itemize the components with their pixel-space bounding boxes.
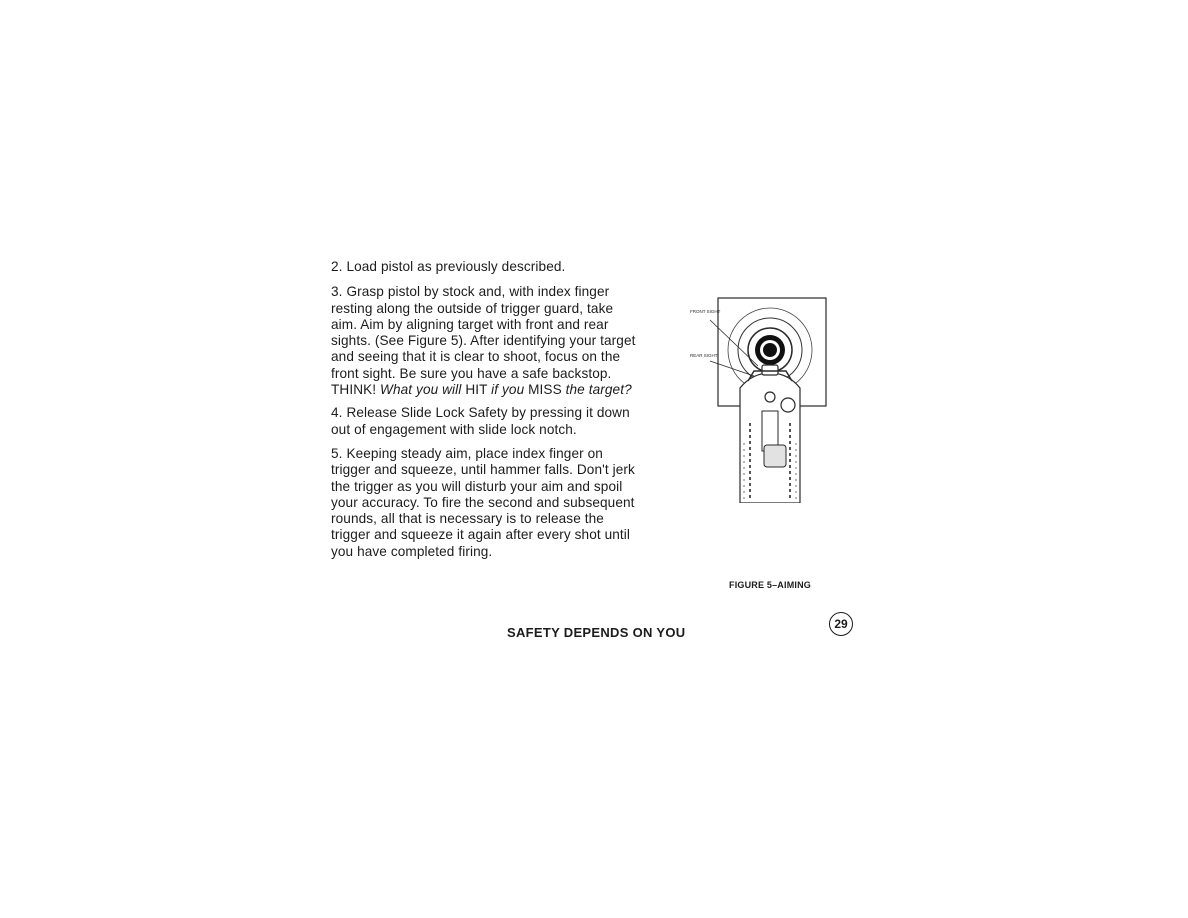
aiming-figure	[688, 293, 833, 503]
hammer	[764, 445, 786, 467]
step-4	[331, 405, 641, 438]
step-5	[331, 446, 641, 560]
step-4-number: 4.	[331, 405, 343, 421]
step-5-number: 5.	[331, 445, 343, 461]
aiming-illustration	[688, 293, 833, 503]
step-3-italic-1: What you will	[380, 382, 462, 398]
page-footer: SAFETY DEPENDS ON YOU	[507, 625, 686, 640]
step-2-text: Load pistol as previously described.	[346, 259, 566, 274]
step-3-italic-3: the target?	[565, 382, 632, 398]
step-3-number: 3.	[331, 284, 343, 300]
instructions-column	[331, 259, 641, 568]
front-sight-post	[762, 365, 778, 375]
target-bullseye-center	[763, 343, 777, 357]
step-2	[331, 259, 641, 275]
step-5-text: Keeping steady aim, place index finger on trigger and squeeze, until hammer falls. Don't jerk the trigger as you will disturb your aim and spoil your accuracy. To fire the second and subsequent rounds, all that is necessary is to release the trigger and squeeze it again after every shot until you have completed firing.	[331, 445, 635, 559]
step-3-text-3: MISS	[524, 382, 566, 398]
step-3-text-2: HIT	[461, 382, 492, 398]
step-3	[331, 284, 641, 398]
front-sight-label: FRONT SIGHT	[690, 309, 721, 314]
figure-caption: FIGURE 5–AIMING	[729, 580, 812, 590]
step-4-text: Release Slide Lock Safety by pressing it down out of engagement with slide lock notch.	[331, 405, 630, 437]
step-3-italic-2: if you	[491, 382, 525, 398]
rear-sight-label: REAR SIGHT	[690, 353, 718, 358]
step-3-text: Grasp pistol by stock and, with index finger resting along the outside of trigger guard, take aim. Aim by aligning target with front and rear sights. (See Figure 5). After identifying your target and seeing that it is clear to shoot, focus on the front sight. Be sure you have a safe backstop. THINK!	[331, 284, 636, 398]
page-number-badge: 29	[829, 612, 853, 636]
step-2-number: 2.	[331, 259, 343, 274]
